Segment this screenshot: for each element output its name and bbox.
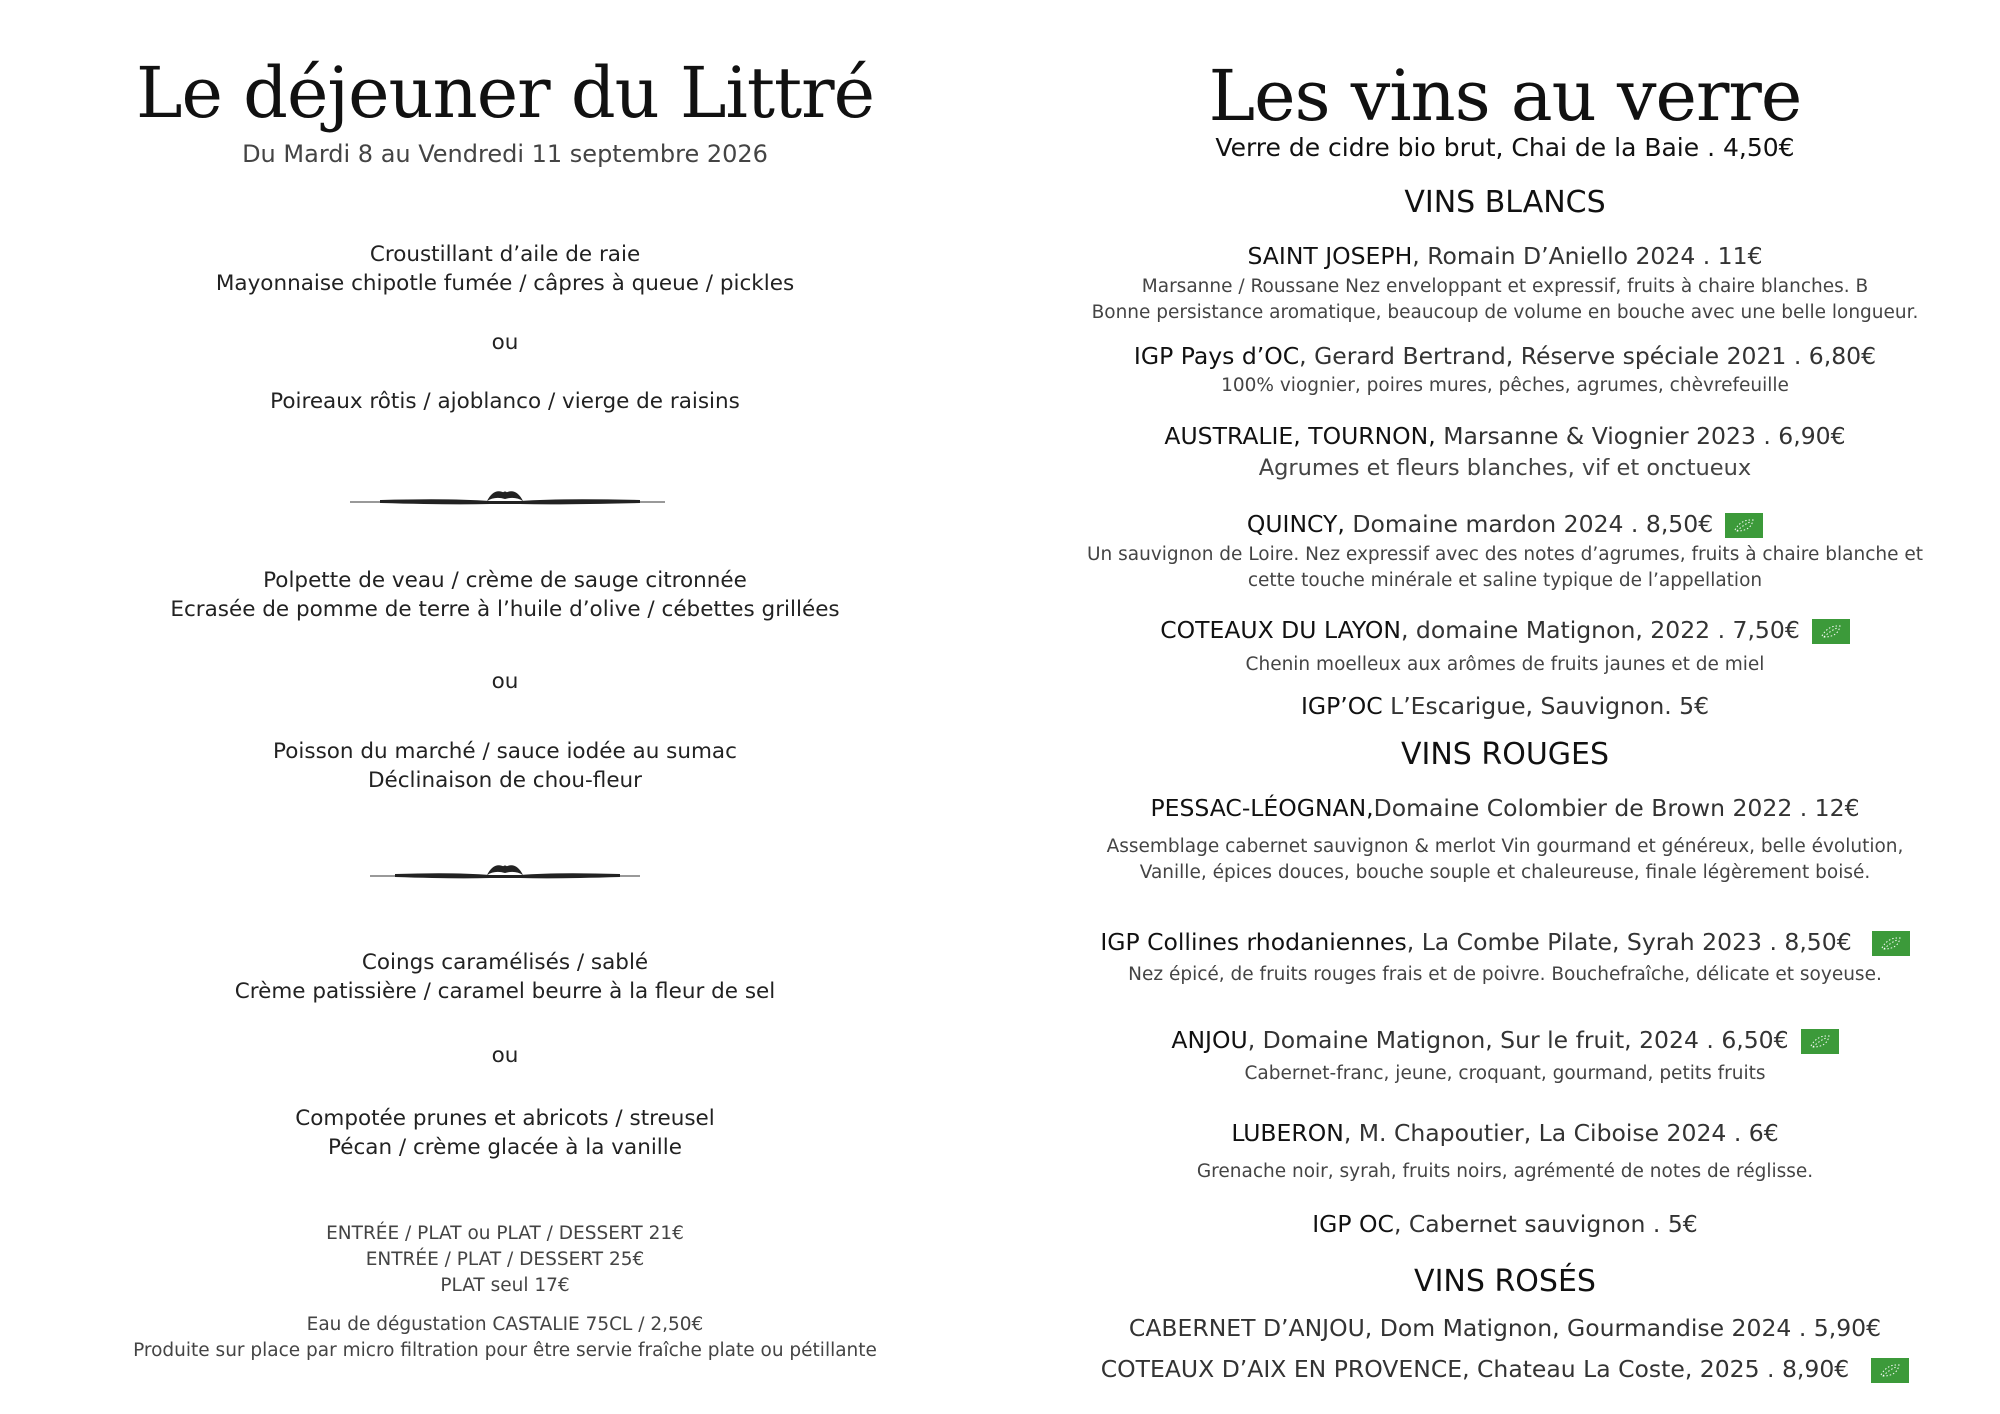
- red-wine-2: [1010, 928, 2000, 956]
- wine-detail: Marsanne & Viognier 2023 . 6,90€: [1435, 422, 1846, 450]
- white-wine-4-desc-1: Un sauvignon de Loire. Nez expressif avec des notes d’agrumes, fruits à chaire blanche et: [1086, 544, 1923, 565]
- red-wine-1-desc-1: Assemblage cabernet sauvignon & merlot Vin gourmand et généreux, belle évolution,: [1106, 836, 1904, 857]
- rose-wine-1: CABERNET D’ANJOU, Dom Matignon, Gourmandise 2024 . 5,90€: [1128, 1314, 1882, 1342]
- whites-heading: VINS BLANCS: [1404, 185, 1606, 220]
- white-wine-1-desc-1: Marsanne / Roussane Nez enveloppant et expressif, fruits à chaire blanches. B: [1141, 276, 1869, 297]
- cider-line: Verre de cidre bio brut, Chai de la Baie . 4,50€: [1215, 133, 1795, 162]
- lunch-dates: Du Mardi 8 au Vendredi 11 septembre 2026: [242, 140, 768, 168]
- eu-organic-leaf-icon: [1725, 513, 1763, 538]
- red-wine-2-desc-1: Nez épicé, de fruits rouges frais et de poivre. Bouchefraîche, délicate et soyeuse.: [1128, 964, 1882, 985]
- dessert-1-line-2: Crème patissière / caramel beurre à la fleur de sel: [234, 979, 776, 1004]
- wine-name: SAINT JOSEPH: [1247, 242, 1413, 270]
- red-wine-3-desc-1: Cabernet-franc, jeune, croquant, gourmand, petits fruits: [1244, 1063, 1766, 1084]
- white-wine-4: [1010, 510, 2000, 538]
- wine-name: IGP Pays d’OC: [1133, 342, 1300, 370]
- white-wine-6: [1010, 692, 2000, 720]
- main-1-line-1: Polpette de veau / crème de sauge citronnée: [263, 568, 747, 593]
- starter-2-line-1: Poireaux rôtis / ajoblanco / vierge de raisins: [270, 389, 740, 414]
- wine-detail: , Domaine Matignon, Sur le fruit, 2024 . 6,50€: [1247, 1026, 1789, 1054]
- dessert-or: ou: [491, 1043, 519, 1068]
- wine-detail: , domaine Matignon, 2022 . 7,50€: [1400, 616, 1800, 644]
- white-wine-2-desc-1: 100% viognier, poires mures, pêches, agrumes, chèvrefeuille: [1221, 375, 1789, 396]
- wine-name: ANJOU: [1171, 1026, 1248, 1054]
- lunch-title: Le déjeuner du Littré: [136, 52, 874, 134]
- starter-1-line-1: Croustillant d’aile de raie: [369, 242, 641, 267]
- wine-detail: , Gerard Bertrand, Réserve spéciale 2021 . 6,80€: [1299, 342, 1877, 370]
- wine-detail: L’Escarigue, Sauvignon. 5€: [1382, 692, 1710, 720]
- white-wine-3: [1010, 422, 2000, 450]
- red-wine-3: [1010, 1026, 2000, 1054]
- water-line-2: Produite sur place par micro filtration pour être servie fraîche plate ou pétillante: [133, 1340, 877, 1361]
- wine-name: PESSAC-LÉOGNAN,: [1150, 794, 1374, 822]
- wine-name: AUSTRALIE, TOURNON,: [1164, 422, 1436, 450]
- white-wine-2: [1010, 342, 2000, 370]
- white-wine-1-desc-2: Bonne persistance aromatique, beaucoup de volume en bouche avec une belle longueur.: [1091, 302, 1919, 323]
- starter-or: ou: [491, 330, 519, 355]
- rose-wine-2: [1010, 1355, 2000, 1383]
- roses-heading: VINS ROSÉS: [1414, 1264, 1596, 1299]
- wine-detail: , M. Chapoutier, La Ciboise 2024 . 6€: [1343, 1119, 1779, 1147]
- main-or: ou: [491, 669, 519, 694]
- red-wine-5: [1010, 1210, 2000, 1238]
- white-wine-5-desc-1: Chenin moelleux aux arômes de fruits jaunes et de miel: [1245, 654, 1765, 675]
- reds-heading: VINS ROUGES: [1400, 737, 1610, 772]
- wine-detail: , La Combe Pilate, Syrah 2023 . 8,50€: [1406, 928, 1852, 956]
- wine-name: COTEAUX DU LAYON: [1160, 616, 1401, 644]
- red-wine-1: [1010, 794, 2000, 822]
- wine-name: QUINCY,: [1246, 510, 1345, 538]
- main-2-line-1: Poisson du marché / sauce iodée au sumac: [273, 739, 737, 764]
- wine-name: IGP’OC: [1300, 692, 1383, 720]
- main-1-line-2: Ecrasée de pomme de terre à l’huile d’olive / cébettes grillées: [170, 597, 840, 622]
- red-wine-1-desc-2: Vanille, épices douces, bouche souple et chaleureuse, finale légèrement boisé.: [1139, 862, 1871, 883]
- wine-detail: Domaine Colombier de Brown 2022 . 12€: [1373, 794, 1860, 822]
- wine-detail: Domaine mardon 2024 . 8,50€: [1344, 510, 1714, 538]
- water-line-1: Eau de dégustation CASTALIE 75CL / 2,50€: [306, 1314, 704, 1335]
- main-2-line-2: Déclinaison de chou-fleur: [367, 768, 643, 793]
- wine-detail: , Romain D’Aniello 2024 . 11€: [1412, 242, 1763, 270]
- price-line-1: ENTRÉE / PLAT ou PLAT / DESSERT 21€: [326, 1223, 684, 1244]
- dessert-1-line-1: Coings caramélisés / sablé: [361, 950, 649, 975]
- eu-organic-leaf-icon: [1812, 619, 1850, 644]
- dessert-2-line-2: Pécan / crème glacée à la vanille: [328, 1135, 682, 1160]
- wines-title: Les vins au verre: [1208, 55, 1802, 137]
- eu-organic-leaf-icon: [1871, 1358, 1909, 1383]
- eu-organic-leaf-icon: [1872, 931, 1910, 956]
- wine-name: IGP Collines rhodaniennes: [1100, 928, 1407, 956]
- wine-name: LUBERON: [1231, 1119, 1344, 1147]
- price-line-2: ENTRÉE / PLAT / DESSERT 25€: [365, 1249, 645, 1270]
- dessert-2-line-1: Compotée prunes et abricots / streusel: [295, 1106, 715, 1131]
- white-wine-3-desc-1: Agrumes et fleurs blanches, vif et onctueux: [1258, 455, 1752, 481]
- ornamental-divider-icon: [0, 485, 1010, 515]
- wine-name: IGP OC: [1312, 1210, 1394, 1238]
- eu-organic-leaf-icon: [1801, 1029, 1839, 1054]
- starter-1-line-2: Mayonnaise chipotle fumée / câpres à queue / pickles: [215, 271, 795, 296]
- white-wine-4-desc-2: cette touche minérale et saline typique de l’appellation: [1247, 570, 1763, 591]
- red-wine-4: [1010, 1119, 2000, 1147]
- wine-detail: , Cabernet sauvignon . 5€: [1393, 1210, 1698, 1238]
- white-wine-5: [1010, 616, 2000, 644]
- price-line-3: PLAT seul 17€: [440, 1275, 570, 1296]
- ornamental-divider-icon: [0, 859, 1010, 889]
- wine-line: COTEAUX D’AIX EN PROVENCE, Chateau La Coste, 2025 . 8,90€: [1100, 1355, 1850, 1383]
- white-wine-1: [1010, 242, 2000, 270]
- red-wine-4-desc-1: Grenache noir, syrah, fruits noirs, agrémenté de notes de réglisse.: [1196, 1161, 1814, 1182]
- wine-list: [1010, 0, 2000, 1414]
